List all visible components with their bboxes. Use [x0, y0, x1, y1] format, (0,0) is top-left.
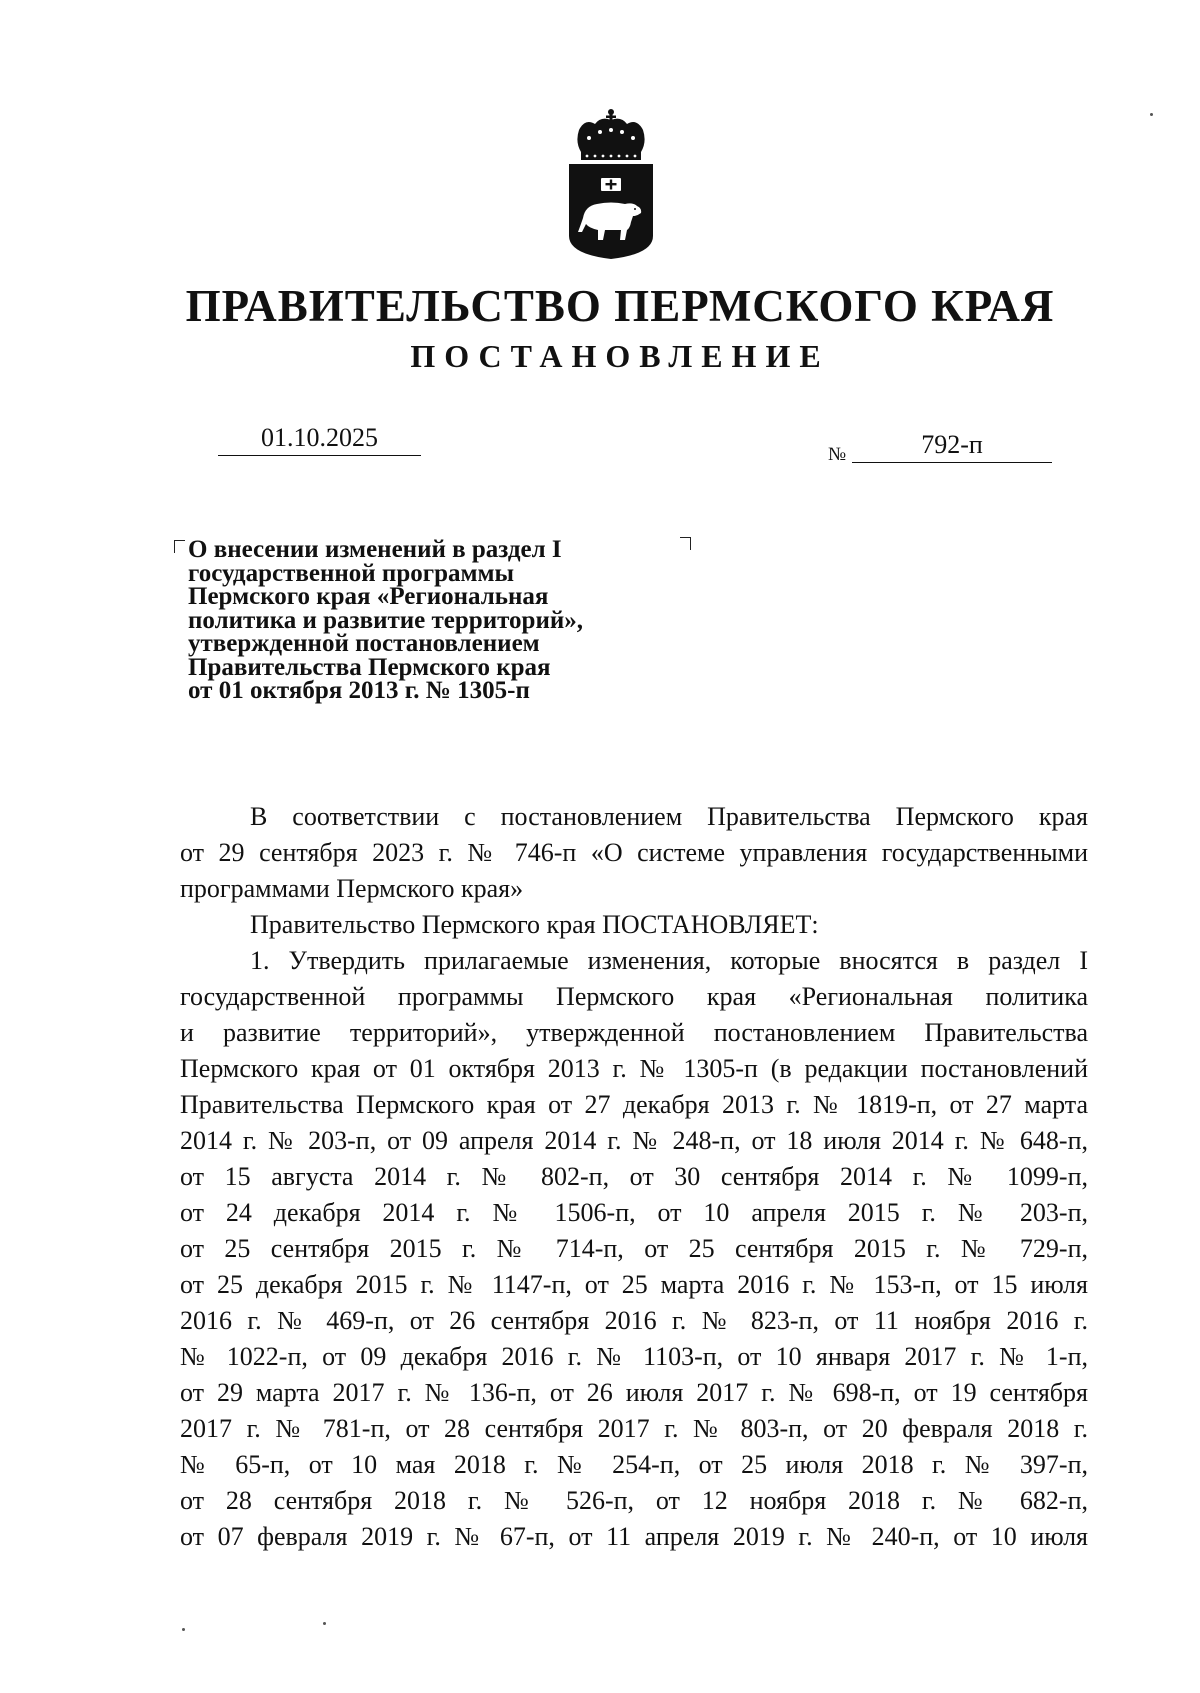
preamble-paragraph [180, 799, 1088, 907]
body-line: государственной программы Пермского края «Региональная политика [180, 982, 1088, 1011]
scan-speck [323, 1622, 326, 1625]
document-number: 792-п [852, 428, 1052, 463]
subject-line: О внесении изменений в раздел I [188, 536, 562, 563]
scan-speck [1150, 113, 1153, 116]
document-body [180, 799, 1088, 1555]
body-line: 2016 г. № 469-п, от 26 сентября 2016 г. № 823-п, от 11 ноября 2016 г. [180, 1306, 1088, 1335]
body-line: от 15 августа 2014 г. № 802-п, от 30 сентября 2014 г. № 1099-п, [180, 1162, 1088, 1191]
body-line: от 07 февраля 2019 г. № 67-п, от 11 апреля 2019 г. № 240-п, от 10 июля [180, 1522, 1088, 1551]
document-type: ПОСТАНОВЛЕНИЕ [410, 338, 830, 374]
body-line: В соответствии с постановлением Правительства Пермского края [250, 802, 1088, 831]
body-line: от 25 сентября 2015 г. № 714-п, от 25 сентября 2015 г. № 729-п, [180, 1234, 1088, 1263]
body-line: Пермского края от 01 октября 2013 г. № 1305-п (в редакции постановлений [180, 1054, 1088, 1083]
body-line: Правительство Пермского края ПОСТАНОВЛЯЕТ: [250, 910, 819, 939]
subject-line: от 01 октября 2013 г. № 1305-п [188, 677, 530, 704]
body-line: от 29 марта 2017 г. № 136-п, от 26 июля 2017 г. № 698-п, от 19 сентября [180, 1378, 1088, 1407]
subject-heading [188, 538, 708, 703]
body-line: 2014 г. № 203-п, от 09 апреля 2014 г. № 248-п, от 18 июля 2014 г. № 648-п, [180, 1126, 1088, 1155]
subject-line: политика и развитие территорий», [188, 606, 584, 634]
body-line: от 25 декабря 2015 г. № 1147-п, от 25 марта 2016 г. № 153-п, от 15 июля [180, 1270, 1088, 1299]
number-sign: № [828, 444, 847, 465]
body-line: программами Пермского края» [180, 874, 524, 903]
subject-corner-left [174, 540, 185, 553]
body-line: 2017 г. № 781-п, от 28 сентября 2017 г. № 803-п, от 20 февраля 2018 г. [180, 1414, 1088, 1443]
resolves-paragraph [180, 907, 1088, 943]
body-line: от 29 сентября 2023 г. № 746-п «О системе управления государственными [180, 838, 1088, 867]
body-line: № 65-п, от 10 мая 2018 г. № 254-п, от 25 июля 2018 г. № 397-п, [180, 1450, 1088, 1479]
document-date: 01.10.2025 [218, 421, 421, 456]
scan-speck [182, 1628, 185, 1631]
body-line: Правительства Пермского края от 27 декабря 2013 г. № 1819-п, от 27 марта [180, 1090, 1088, 1119]
subject-line: государственной программы [188, 559, 515, 587]
body-line: от 28 сентября 2018 г. № 526-п, от 12 ноября 2018 г. № 682-п, [180, 1486, 1088, 1515]
subject-line: утвержденной постановлением [188, 630, 540, 657]
body-line: и развитие территорий», утвержденной постановлением Правительства [180, 1018, 1088, 1047]
subject-line: Пермского края «Региональная [188, 583, 549, 610]
organization-title: ПРАВИТЕЛЬСТВО ПЕРМСКОГО КРАЯ [185, 281, 1055, 331]
body-line: № 1022-п, от 09 декабря 2016 г. № 1103-п, от 10 января 2017 г. № 1-п, [180, 1342, 1088, 1371]
item-1-paragraph [180, 943, 1088, 1555]
perm-krai-coat-of-arms-icon [565, 108, 657, 260]
body-line: 1. Утвердить прилагаемые изменения, которые вносятся в раздел I [250, 946, 1088, 975]
body-line: от 24 декабря 2014 г. № 1506-п, от 10 апреля 2015 г. № 203-п, [180, 1198, 1088, 1227]
subject-line: Правительства Пермского края [188, 653, 551, 681]
document-number-block [828, 428, 1052, 464]
